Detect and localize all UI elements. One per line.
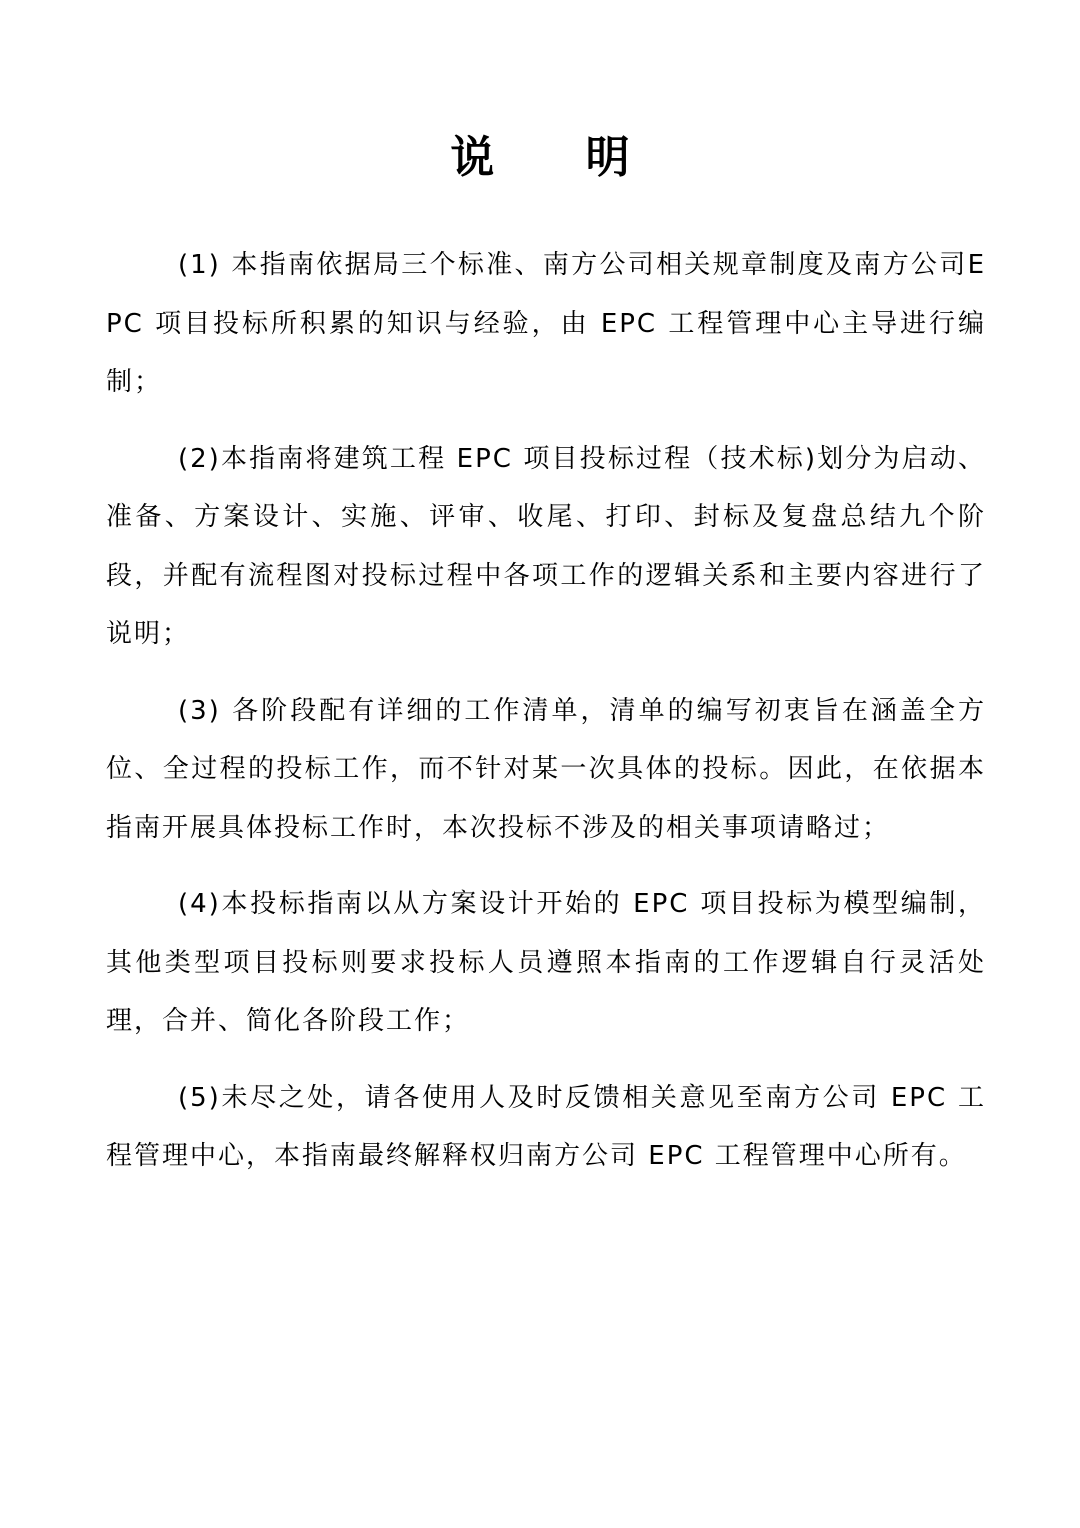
document-body: [106, 236, 986, 1204]
paragraph-1: (1) 本指南依据局三个标准、南方公司相关规章制度及南方公司EPC 项目投标所积累的知识与经验，由 EPC 工程管理中心主导进行编制；: [106, 250, 986, 397]
paragraph-2: (2)本指南将建筑工程 EPC 项目投标过程（技术标)划分为启动、准备、方案设计、实施、评审、收尾、打印、封标及复盘总结九个阶段，并配有流程图对投标过程中各项工作的逻辑关系和主要内容进行了说明；: [106, 443, 986, 649]
paragraph-3: (3) 各阶段配有详细的工作清单，清单的编写初衷旨在涵盖全方位、全过程的投标工作，而不针对某一次具体的投标。因此，在依据本指南开展具体投标工作时，本次投标不涉及的相关事项请略过；: [106, 695, 986, 843]
page-title: 说 明: [450, 132, 668, 183]
paragraph-4: (4)本投标指南以从方案设计开始的 EPC 项目投标为模型编制，其他类型项目投标则要求投标人员遵照本指南的工作逻辑自行灵活处理，合并、简化各阶段工作；: [106, 889, 986, 1036]
paragraph-5: (5)未尽之处，请各使用人及时反馈相关意见至南方公司 EPC 工程管理中心，本指南最终解释权归南方公司 EPC 工程管理中心所有。: [106, 1082, 986, 1171]
